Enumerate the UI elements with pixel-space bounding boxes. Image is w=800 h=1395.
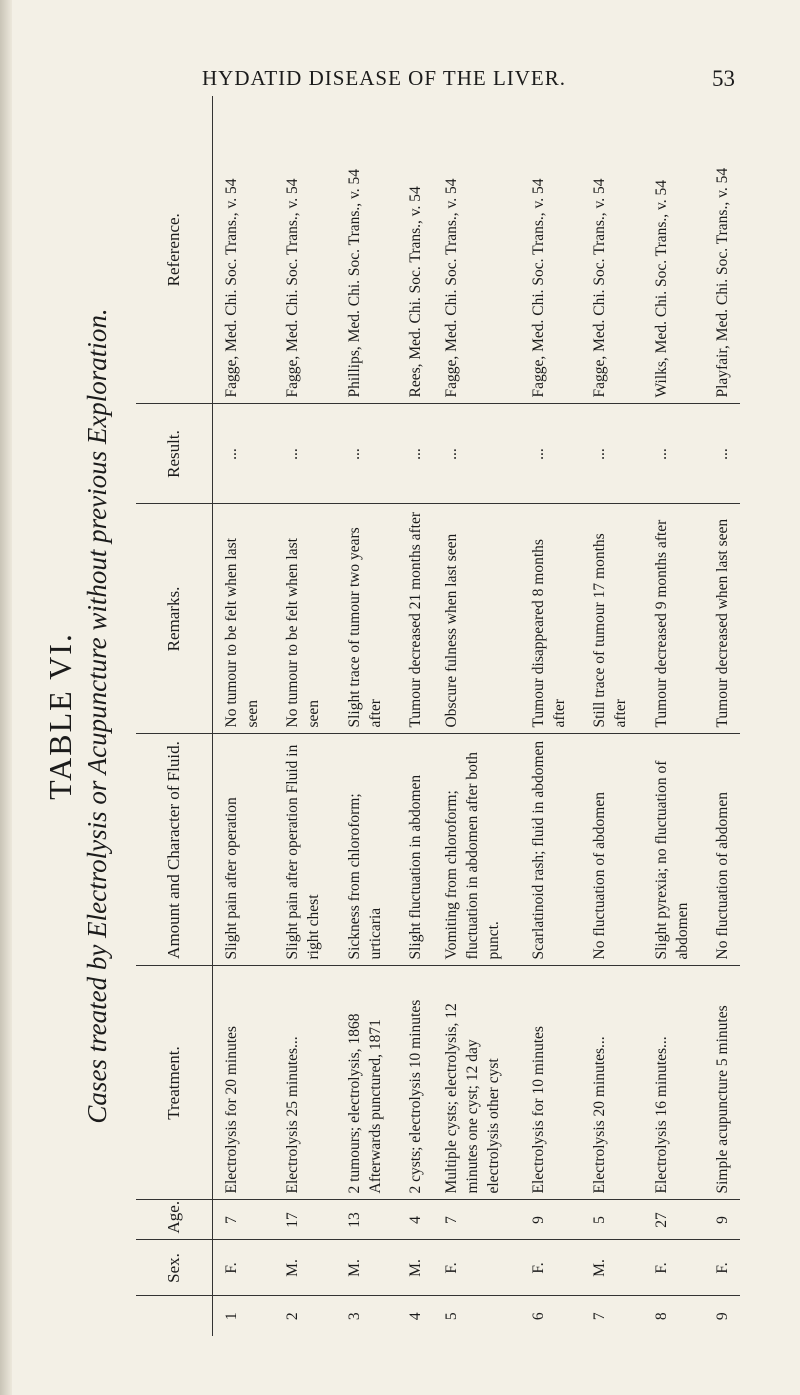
case-reference: Playfair, Med. Chi. Soc. Trans., v. 54 <box>704 96 740 404</box>
case-remarks: Tumour disappeared 8 months after <box>520 504 581 734</box>
case-age: 4 <box>397 1200 433 1240</box>
case-number: 2 <box>284 1312 302 1321</box>
col-header-reference: Reference. <box>136 96 212 404</box>
case-reference: Fagge, Med. Chi. Soc. Trans., v. 54 <box>212 96 274 404</box>
case-treatment: Electrolysis for 10 minutes <box>520 966 581 1200</box>
case-fluid: Scarlatinoid rash; fluid in abdomen <box>520 734 581 966</box>
table-subtitle: Cases treated by Electrolysis or Acupuncture without previous Exploration. <box>82 308 112 1124</box>
case-sex: F. <box>433 1240 520 1296</box>
case-remarks: Still trace of tumour 17 months after <box>581 504 642 734</box>
case-treatment: Simple acupuncture 5 minutes <box>704 966 740 1200</box>
case-treatment: Electrolysis 25 minutes... <box>274 966 335 1200</box>
case-fluid: Slight pyrexia; no fluctuation of abdomen <box>643 734 704 966</box>
table-row <box>581 96 642 1336</box>
case-age: 13 <box>336 1200 397 1240</box>
case-reference: Phillips, Med. Chi. Soc. Trans., v. 54 <box>336 96 397 404</box>
case-result: ... <box>433 404 520 504</box>
case-result: ... <box>212 404 274 504</box>
case-result: ... <box>704 404 740 504</box>
running-title: HYDATID DISEASE OF THE LIVER. <box>202 66 567 90</box>
case-treatment: Electrolysis for 20 minutes <box>212 966 274 1200</box>
table-row <box>704 96 740 1336</box>
case-number: 1 <box>222 1312 240 1321</box>
case-fluid: Slight fluctuation in abdomen <box>397 734 433 966</box>
case-result: ... <box>581 404 642 504</box>
case-remarks: Tumour decreased 9 months after <box>643 504 704 734</box>
case-remarks: No tumour to be felt when last seen <box>274 504 335 734</box>
case-reference: Wilks, Med. Chi. Soc. Trans., v. 54 <box>643 96 704 404</box>
case-remarks: Obscure fulness when last seen <box>433 504 520 734</box>
case-fluid: No fluctuation of abdomen <box>581 734 642 966</box>
case-fluid: Slight pain after operation <box>212 734 274 966</box>
case-treatment: Electrolysis 16 minutes... <box>643 966 704 1200</box>
case-result: ... <box>274 404 335 504</box>
case-sex: F. <box>643 1240 704 1296</box>
cases-table <box>136 96 740 1336</box>
case-treatment: 2 tumours; electrolysis, 1868 Afterwards punctured, 1871 <box>336 966 397 1200</box>
page-gutter <box>0 0 12 1395</box>
table-row <box>520 96 581 1336</box>
case-fluid: Vomiting from chloroform; fluctuation in abdomen after both punct. <box>433 734 520 966</box>
case-remarks: Tumour decreased when last seen <box>704 504 740 734</box>
case-number: 9 <box>714 1312 732 1321</box>
case-sex: M. <box>274 1240 335 1296</box>
case-fluid: Sickness from chloroform; urticaria <box>336 734 397 966</box>
case-result: ... <box>336 404 397 504</box>
case-reference: Fagge, Med. Chi. Soc. Trans., v. 54 <box>433 96 520 404</box>
case-result: ... <box>520 404 581 504</box>
table-header-row <box>136 96 212 1336</box>
case-remarks: Slight trace of tumour two years after <box>336 504 397 734</box>
col-header-result: Result. <box>136 404 212 504</box>
case-sex: M. <box>336 1240 397 1296</box>
case-age: 9 <box>520 1200 581 1240</box>
case-remarks: No tumour to be felt when last seen <box>212 504 274 734</box>
case-number: 4 <box>406 1312 424 1321</box>
col-header-number <box>136 1296 212 1336</box>
rotated-table-region <box>40 96 790 1336</box>
table-row <box>643 96 704 1336</box>
case-number: 3 <box>345 1312 363 1321</box>
table-caption: TABLE VI. <box>42 632 78 800</box>
case-fluid: Slight pain after operation Fluid in right chest <box>274 734 335 966</box>
case-age: 5 <box>581 1200 642 1240</box>
case-number: 5 <box>442 1312 460 1321</box>
case-sex: M. <box>581 1240 642 1296</box>
case-result: ... <box>397 404 433 504</box>
col-header-remarks: Remarks. <box>136 504 212 734</box>
case-result: ... <box>643 404 704 504</box>
case-reference: Fagge, Med. Chi. Soc. Trans., v. 54 <box>274 96 335 404</box>
table-row <box>274 96 335 1336</box>
case-age: 7 <box>433 1200 520 1240</box>
col-header-treatment: Treatment. <box>136 966 212 1200</box>
table-row <box>336 96 397 1336</box>
case-sex: F. <box>520 1240 581 1296</box>
case-number: 6 <box>529 1312 547 1321</box>
table-body <box>212 96 740 1336</box>
col-header-sex: Sex. <box>136 1240 212 1296</box>
case-number: 8 <box>652 1312 670 1321</box>
page-number: 53 <box>712 66 735 91</box>
case-remarks: Tumour decreased 21 months after <box>397 504 433 734</box>
table-row <box>397 96 433 1336</box>
case-age: 27 <box>643 1200 704 1240</box>
case-age: 7 <box>212 1200 274 1240</box>
case-age: 17 <box>274 1200 335 1240</box>
case-sex: M. <box>397 1240 433 1296</box>
table-row <box>212 96 274 1336</box>
case-sex: F. <box>704 1240 740 1296</box>
case-reference: Fagge, Med. Chi. Soc. Trans., v. 54 <box>581 96 642 404</box>
case-treatment: Multiple cysts; electrolysis, 12 minutes one cyst; 12 day electrolysis other cyst <box>433 966 520 1200</box>
case-reference: Fagge, Med. Chi. Soc. Trans., v. 54 <box>520 96 581 404</box>
case-sex: F. <box>212 1240 274 1296</box>
col-header-fluid: Amount and Character of Fluid. <box>136 734 212 966</box>
case-fluid: No fluctuation of abdomen <box>704 734 740 966</box>
case-age: 9 <box>704 1200 740 1240</box>
table-row <box>433 96 520 1336</box>
case-treatment: 2 cysts; electrolysis 10 minutes <box>397 966 433 1200</box>
case-treatment: Electrolysis 20 minutes... <box>581 966 642 1200</box>
case-reference: Rees, Med. Chi. Soc. Trans., v. 54 <box>397 96 433 404</box>
case-number: 7 <box>591 1312 609 1321</box>
col-header-age: Age. <box>136 1200 212 1240</box>
